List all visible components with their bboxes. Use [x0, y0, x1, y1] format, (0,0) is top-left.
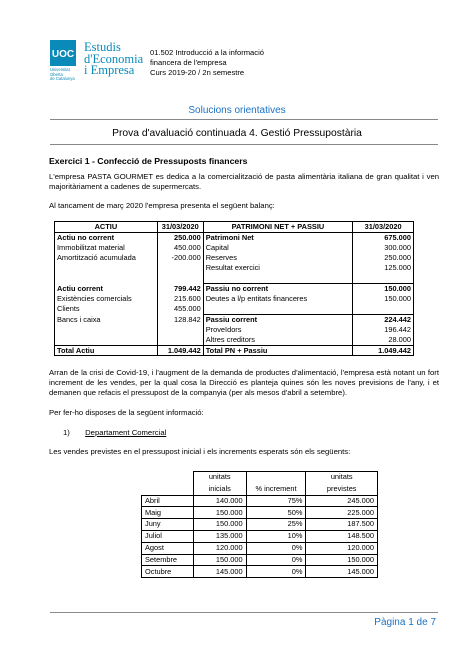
- logo-small-1: Universitat: [50, 67, 70, 72]
- uoc-logo-icon: [50, 40, 76, 66]
- logo-text: [84, 42, 143, 77]
- course-line-3: Curs 2019-20 / 2n semestre: [150, 68, 245, 77]
- sales-row: [142, 530, 378, 542]
- total-actiu-value: 1.049.442: [157, 345, 203, 356]
- balance-row: [55, 242, 414, 252]
- sales-value: 145.000: [306, 566, 378, 578]
- balance-cell-av: 799.442: [157, 283, 203, 293]
- balance-cell-p: Deutes a l/p entitats financeres: [203, 294, 352, 304]
- balance-cell-p: Passiu no corrent: [203, 283, 352, 293]
- sales-month: Agost: [142, 542, 194, 554]
- balance-header-actiu: ACTIU: [55, 222, 158, 233]
- balance-cell-p: [203, 273, 352, 283]
- total-passiu-value: 1.049.442: [353, 345, 414, 356]
- balance-body: [55, 232, 414, 345]
- sales-value: 0%: [246, 566, 306, 578]
- department-number: 1): [63, 428, 70, 437]
- balance-cell-a: Clients: [55, 304, 158, 314]
- sales-row: [142, 542, 378, 554]
- sales-month: Juny: [142, 519, 194, 531]
- balance-row: [55, 294, 414, 304]
- sales-value: 120.000: [306, 542, 378, 554]
- balance-header-pn-passiu: PATRIMONI NET + PASSIU: [203, 222, 352, 233]
- sales-row: [142, 507, 378, 519]
- sales-value: 50%: [246, 507, 306, 519]
- page-number: Pàgina 1 de 7: [374, 617, 436, 628]
- balance-cell-p: Altres creditors: [203, 335, 352, 345]
- title-rule-bottom: [50, 144, 438, 145]
- exercise-heading: Exercici 1 - Confecció de Pressuposts financers: [49, 156, 248, 166]
- balance-header-date-1: 31/03/2020: [157, 222, 203, 233]
- balance-cell-a: Amortització acumulada: [55, 253, 158, 263]
- total-passiu-label: Total PN + Passiu: [203, 345, 352, 356]
- sales-header-row-2: [142, 483, 378, 495]
- sales-value: 150.000: [193, 507, 246, 519]
- logo-line-1: Estudis: [84, 40, 121, 54]
- balance-row: [55, 304, 414, 314]
- sales-row: [142, 519, 378, 531]
- sales-month: Setembre: [142, 554, 194, 566]
- balance-header-date-2: 31/03/2020: [353, 222, 414, 233]
- logo-small-text: [50, 68, 75, 82]
- balance-cell-av: [157, 335, 203, 345]
- balance-cell-p: Proveïdors: [203, 325, 352, 335]
- sales-header-units-1: unitats: [193, 472, 246, 484]
- info-paragraph: Per fer-ho disposes de la següent informació:: [49, 408, 204, 417]
- sales-value: 150.000: [193, 519, 246, 531]
- sales-value: 225.000: [306, 507, 378, 519]
- sales-intro: Les vendes previstes en el pressupost inicial i els increments esperats són els següents:: [49, 447, 351, 456]
- balance-cell-p: Reserves: [203, 253, 352, 263]
- balance-cell-pv: 300.000: [353, 242, 414, 252]
- balance-cell-av: [157, 325, 203, 335]
- balance-cell-pv: 250.000: [353, 253, 414, 263]
- balance-cell-p: Passiu corrent: [203, 314, 352, 324]
- sales-header-forecast: previstes: [306, 483, 378, 495]
- balance-cell-av: [157, 273, 203, 283]
- balance-cell-p: Resultat exercici: [203, 263, 352, 273]
- sales-body: [142, 495, 378, 578]
- balance-intro: Al tancament de març 2020 l'empresa presenta el següent balanç:: [49, 201, 275, 210]
- balance-sheet-table: [54, 221, 414, 356]
- sales-row: [142, 495, 378, 507]
- course-info: [150, 48, 264, 78]
- sales-value: 148.500: [306, 530, 378, 542]
- balance-cell-av: 128.842: [157, 314, 203, 324]
- balance-cell-av: -200.000: [157, 253, 203, 263]
- balance-cell-pv: 196.442: [353, 325, 414, 335]
- logo-line-2: d'Economia: [84, 51, 144, 66]
- sales-month: Maig: [142, 507, 194, 519]
- balance-cell-a: Actiu no corrent: [55, 232, 158, 242]
- sales-month: Abril: [142, 495, 194, 507]
- sales-value: 245.000: [306, 495, 378, 507]
- balance-cell-pv: 28.000: [353, 335, 414, 345]
- balance-cell-a: Immobilitzat material: [55, 242, 158, 252]
- sales-header-units-2: unitats: [306, 472, 378, 484]
- sales-header-row-1: [142, 472, 378, 484]
- balance-row: [55, 314, 414, 324]
- balance-cell-pv: [353, 273, 414, 283]
- sales-header-blank-1: [142, 472, 194, 484]
- sales-value: 0%: [246, 554, 306, 566]
- sales-row: [142, 566, 378, 578]
- uoc-logo: [50, 40, 145, 86]
- course-line-1: 01.502 Introducció a la informació: [150, 48, 264, 57]
- sales-header-blank-3: [142, 483, 194, 495]
- exercise-intro: L'empresa PASTA GOURMET es dedica a la comercialització de pasta alimentària italiana de gran qualitat i ven majoritàriament a cadenes de supermercats.: [49, 172, 439, 192]
- balance-cell-av: 215.600: [157, 294, 203, 304]
- balance-cell-a: Bancs i caixa: [55, 314, 158, 324]
- sales-header-blank-2: [246, 472, 306, 484]
- department-label: Departament Comercial: [85, 428, 167, 437]
- balance-row: [55, 335, 414, 345]
- sales-header-initial: inicials: [193, 483, 246, 495]
- exam-title: Prova d'avaluació continuada 4. Gestió Pressupostària: [112, 128, 362, 139]
- balance-row: [55, 283, 414, 293]
- balance-cell-a: Existències comercials: [55, 294, 158, 304]
- balance-row: [55, 325, 414, 335]
- document-header: [50, 38, 440, 88]
- balance-cell-a: [55, 325, 158, 335]
- covid-paragraph: Arran de la crisi de Covid-19, i l'augment de la demanda de productes d'alimentació, l'empresa està notant un fort increment de les vendes, per la qual cosa la Direcció es planteja quines són les noves previsions de l'any, i et demanen que refacis el pressupost de la companyia (per als mesos d'abril a setembre).: [49, 368, 439, 398]
- balance-row: [55, 273, 414, 283]
- course-line-2: financera de l'empresa: [150, 58, 227, 67]
- sales-row: [142, 554, 378, 566]
- department-item: [63, 428, 453, 438]
- sales-value: 75%: [246, 495, 306, 507]
- sales-table: [141, 471, 378, 578]
- svg-text:UOC: UOC: [51, 49, 75, 60]
- logo-small-2: Oberta: [50, 71, 63, 77]
- total-actiu-label: Total Actiu: [55, 345, 158, 356]
- balance-cell-p: [203, 304, 352, 314]
- sales-month: Juliol: [142, 530, 194, 542]
- balance-cell-p: Capital: [203, 242, 352, 252]
- balance-row: [55, 253, 414, 263]
- sales-header-increment: % increment: [246, 483, 306, 495]
- sales-value: 187.500: [306, 519, 378, 531]
- balance-cell-av: 455.000: [157, 304, 203, 314]
- balance-cell-av: [157, 263, 203, 273]
- balance-row: [55, 263, 414, 273]
- sales-value: 120.000: [193, 542, 246, 554]
- sales-value: 10%: [246, 530, 306, 542]
- sales-value: 145.000: [193, 566, 246, 578]
- logo-line-3: i Empresa: [84, 63, 135, 77]
- sales-value: 150.000: [306, 554, 378, 566]
- balance-cell-p: Patrimoni Net: [203, 232, 352, 242]
- balance-cell-pv: [353, 304, 414, 314]
- balance-cell-pv: 224.442: [353, 314, 414, 324]
- sales-value: 0%: [246, 542, 306, 554]
- balance-cell-a: [55, 263, 158, 273]
- sales-value: 150.000: [193, 554, 246, 566]
- balance-cell-pv: 150.000: [353, 294, 414, 304]
- balance-cell-av: 450.000: [157, 242, 203, 252]
- sales-month: Octubre: [142, 566, 194, 578]
- sales-value: 25%: [246, 519, 306, 531]
- balance-cell-a: [55, 273, 158, 283]
- balance-cell-pv: 125.000: [353, 263, 414, 273]
- balance-cell-av: 250.000: [157, 232, 203, 242]
- balance-row: [55, 232, 414, 242]
- footer-rule: [50, 612, 438, 613]
- title-rule-top: [50, 119, 438, 120]
- balance-cell-pv: 675.000: [353, 232, 414, 242]
- balance-cell-a: Actiu corrent: [55, 283, 158, 293]
- balance-total-row: [55, 345, 414, 356]
- balance-cell-a: [55, 335, 158, 345]
- sales-value: 140.000: [193, 495, 246, 507]
- sales-value: 135.000: [193, 530, 246, 542]
- solutions-title: Solucions orientatives: [188, 105, 286, 116]
- logo-small-3: de Catalunya: [50, 76, 75, 82]
- balance-header-row: [55, 222, 414, 233]
- balance-cell-pv: 150.000: [353, 283, 414, 293]
